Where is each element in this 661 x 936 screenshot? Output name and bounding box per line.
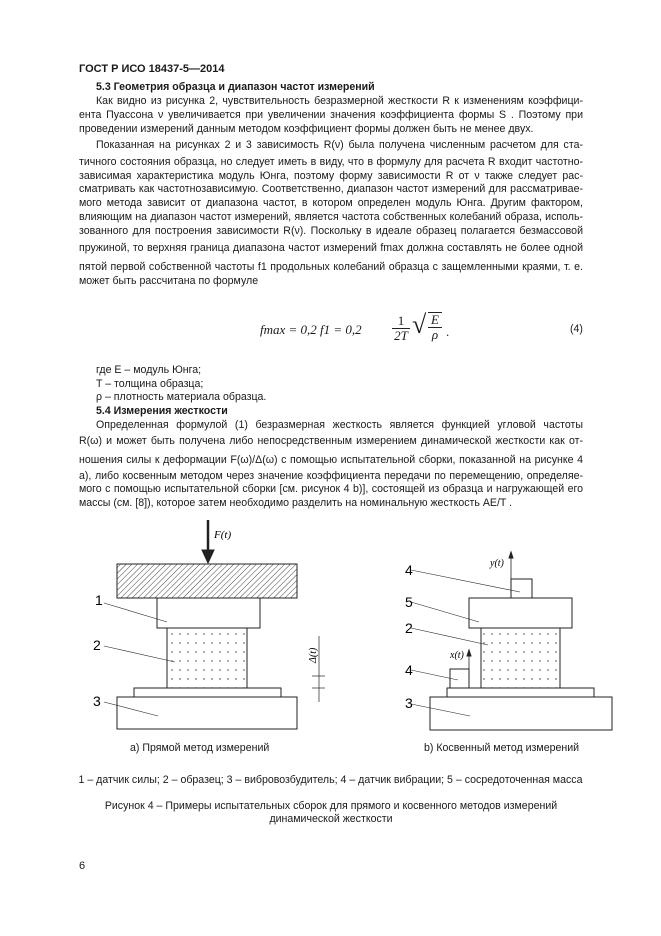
label-4-bottom: 4 <box>405 662 413 678</box>
formula-fraction-denominator: 2T <box>394 328 408 343</box>
paragraph-line: зависимая характеристика модуль Юнга, поэтому форму зависимости R от ν также следует рас- <box>79 170 583 182</box>
paragraph-line: мого с помощью испытательной сборки [см. рисунок 4 b)], состоящей из образца и нагружающей его <box>79 483 583 495</box>
formula-lhs: fmax = 0,2 f1 = 0,2 <box>260 322 362 337</box>
force-label: F(t) <box>214 529 232 541</box>
label-1: 1 <box>95 592 103 608</box>
where-line: ρ – плотность материала образца. <box>96 391 267 403</box>
paragraph-line: Показанная на рисунках 2 и 3 зависимость R(ν) была получена численным расчетом для ста- <box>96 139 583 151</box>
paragraph-line: а), либо косвенным методом через значение коэффициента передачи по перемещению, определяе- <box>79 470 583 482</box>
paragraph-line: пружиной, то верхняя граница диапазона частот измерений fmax должна составлять не более одной <box>79 242 583 254</box>
specimen <box>167 628 247 688</box>
paragraph-line: сматривать как частотнозависимую. Соответственно, диапазон частот измерений для рассматривае- <box>79 183 583 195</box>
label-2: 2 <box>93 637 101 653</box>
paragraph-line: может быть рассчитана по формуле <box>79 275 259 287</box>
vibration-sensor-bottom <box>450 669 469 688</box>
paragraph-line: массы (см. [8]), которое затем необходимо разделить на номинальную жесткость AE/T . <box>79 497 513 509</box>
paragraph-line: ношения силы к деформации F(ω)/Δ(ω) с помощью испытательной сборки, показанной на рисунке 4 <box>79 454 583 466</box>
delta-label: Δ(t) <box>308 647 319 663</box>
page-number: 6 <box>79 860 86 872</box>
caption-a: а) Прямой метод измерений <box>130 742 270 754</box>
label-2: 2 <box>405 620 413 636</box>
label-4-top: 4 <box>405 562 413 578</box>
direct-method-assembly <box>104 520 325 729</box>
figure-title-line2: динамической жесткости <box>269 813 393 825</box>
loading-mass <box>117 564 297 598</box>
caption-b: b) Косвенный метод измерений <box>424 742 580 754</box>
paragraph-line: пятой первой собственной частоты f1 продольных колебаний образца с защемленными краями, т. е. <box>79 261 583 273</box>
paragraph-line: зованного для построения зависимости R(ν). Поскольку в идеале образец полагается безмассовой <box>79 225 583 237</box>
equation-number: (4) <box>570 323 583 335</box>
paragraph-line: проведении измерений данным методом коэффициент формы должен быть не менее двух. <box>79 123 534 135</box>
paragraph-line: Определенная формулой (1) безразмерная жесткость является функцией угловой частоты <box>96 419 583 431</box>
formula-radicand-denominator: ρ <box>431 327 439 342</box>
paragraph-line: R(ω) и может быть получена либо непосредственным измерением динамической жесткости как от- <box>79 435 583 447</box>
force-sensor <box>157 598 260 628</box>
vibration-exciter <box>117 697 297 729</box>
formula-radicand-numerator: E <box>428 313 442 328</box>
x-displacement-label: x(t) <box>450 650 464 661</box>
plate <box>447 688 594 697</box>
y-displacement-label: y(t) <box>490 558 504 569</box>
indirect-method-assembly <box>411 552 612 730</box>
concentrated-mass <box>469 598 572 628</box>
paragraph-line: тичного состояния образца, но следует иметь в виду, что в формулу для расчета R входит частотно- <box>79 156 583 168</box>
where-line: где E – модуль Юнга; <box>96 364 202 376</box>
vibration-sensor-top <box>511 579 532 598</box>
paragraph-line: мого метода зависит от диапазона частот, в котором определен модуль Юнга. Другим фактором, <box>79 197 583 209</box>
paragraph-line: Как видно из рисунка 2, чувствительность безразмерной жесткости R к изменениям коэффици- <box>96 95 583 107</box>
label-5: 5 <box>405 594 413 610</box>
figure-legend: 1 – датчик силы; 2 – образец; 3 – вибровозбудитель; 4 – датчик вибрации; 5 – сосредоточенная масса <box>78 774 583 786</box>
section-5-3-title: 5.3 Геометрия образца и диапазон частот измерений <box>96 81 375 93</box>
where-line: T – толщина образца; <box>96 378 204 390</box>
document-header: ГОСТ Р ИСО 18437-5—2014 <box>79 63 225 75</box>
plate <box>134 688 281 697</box>
formula-fraction-numerator: 1 <box>392 314 410 329</box>
sqrt-sign: √ <box>412 310 427 339</box>
paragraph-line: ента Пуассона ν увеличивается при увеличении значения коэффициента формы S . Поэтому при <box>79 109 583 121</box>
label-3: 3 <box>405 695 413 711</box>
section-5-4-title: 5.4 Измерения жесткости <box>96 405 228 417</box>
specimen <box>481 628 560 688</box>
figure-title-line1: Рисунок 4 – Примеры испытательных сборок для прямого и косвенного методов измерений <box>104 800 558 812</box>
paragraph-line: влияющим на диапазон частот измерений, является частота собственных колебаний образа, исполь- <box>79 211 583 223</box>
force-arrowhead <box>202 550 214 563</box>
label-3: 3 <box>93 693 101 709</box>
